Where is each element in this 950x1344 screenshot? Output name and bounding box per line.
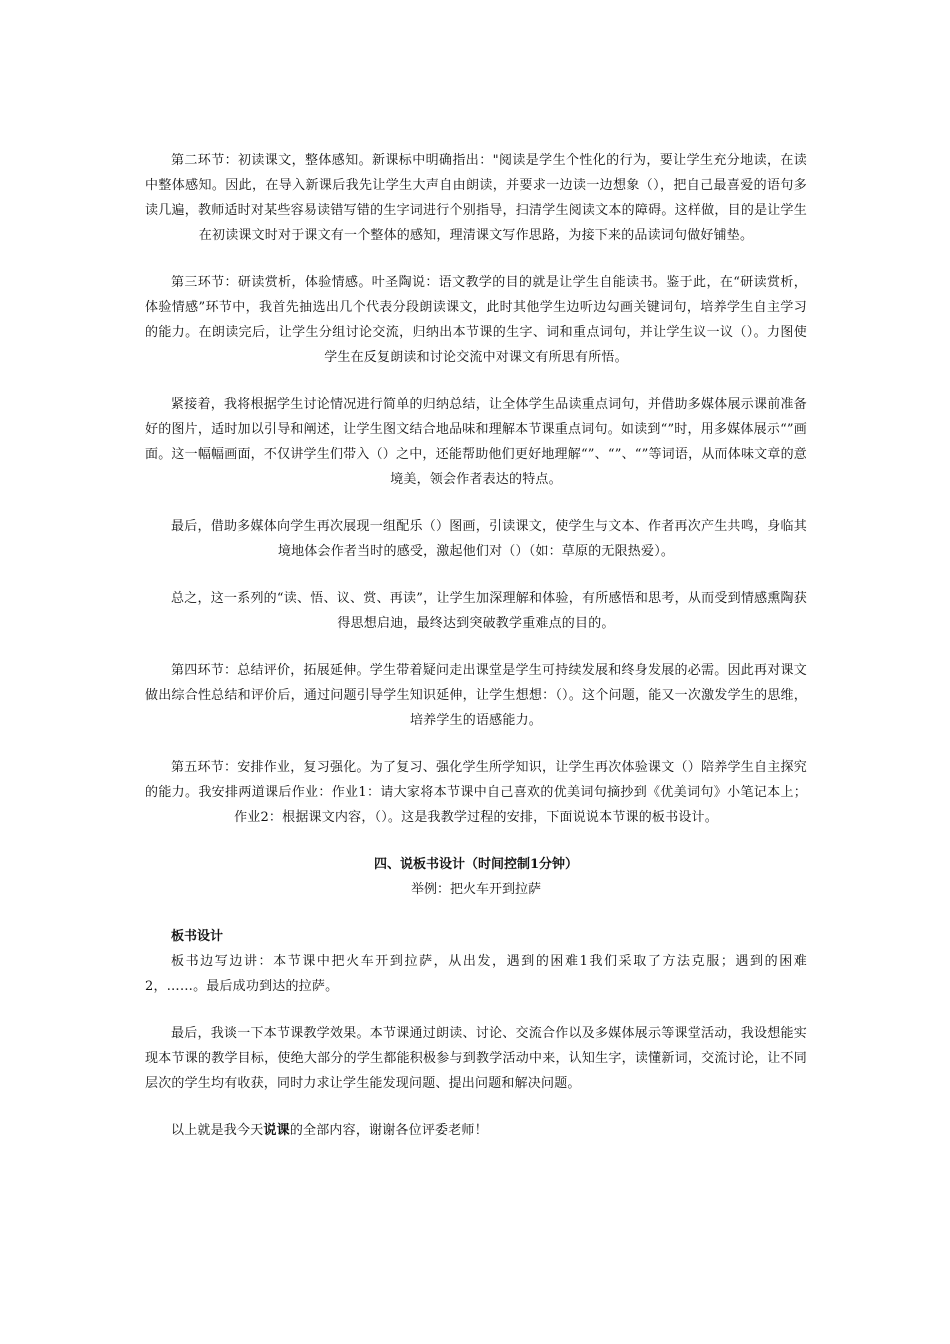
paragraph-step4: 第四环节：总结评价，拓展延伸。学生带着疑问走出课堂是学生可持续发展和终身发展的必需。因此再对课文做出综合性总结和评价后，通过问题引导学生知识延伸，让学生想想：（）。这个问题，能又一次激发学生的思维，培养学生的语感能力。 bbox=[145, 663, 807, 728]
example-line: 举例：把火车开到拉萨 bbox=[410, 882, 541, 897]
closing-text-bold: 说课 bbox=[263, 1123, 290, 1138]
paragraph-step3: 第三环节：研读赏析，体验情感。叶圣陶说：语文教学的目的就是让学生自能读书。鉴于此，在“研读赏析，体验情感”环节中，我首先抽选出几个代表分段朗读课文，此时其他学生边听边勾画关键词句，培养学生自主学习的能力。在朗读完后，让学生分组讨论交流，归纳出本节课的生字、词和重点词句，并让学生议一议（）。力图使学生在反复朗读和讨论交流中对课文有所思有所悟。 bbox=[145, 275, 807, 365]
board-design-label: 板书设计 bbox=[171, 929, 224, 944]
paragraph-board-text: 板书边写边讲：本节课中把火车开到拉萨，从出发，遇到的困难1我们采取了方法克服；遇到的困难2，……。最后成功到达的拉萨。 bbox=[145, 954, 807, 994]
document-page bbox=[145, 148, 807, 1143]
paragraph-step5: 第五环节：安排作业，复习强化。为了复习、强化学生所学知识，让学生再次体验课文（）陪养学生自主探究的能力。我安排两道课后作业：作业1：请大家将本节课中自己喜欢的优美词句摘抄到《优美词句》小笔记本上；作业2：根据课文内容，（）。这是我教学过程的安排，下面说说本节课的板书设计。 bbox=[145, 760, 807, 825]
section-heading-board-design: 四、说板书设计（时间控制1分钟） bbox=[373, 857, 579, 872]
paragraph-next: 紧接着，我将根据学生讨论情况进行简单的归纳总结，让全体学生品读重点词句，并借助多媒体展示课前准备好的图片，适时加以引导和阐述，让学生图文结合地品味和理解本节课重点词句。如读到“”时，用多媒体展示“”画面。这一幅幅画面，不仅讲学生们带入（）之中，还能帮助他们更好地理解“”、“”、“”等词语，从而体味文章的意境美，领会作者表达的特点。 bbox=[145, 397, 807, 487]
paragraph-summary: 总之，这一系列的“读、悟、议、赏、再读”，让学生加深理解和体验，有所感悟和思考，从而受到情感熏陶获得思想启迪，最终达到突破教学重难点的目的。 bbox=[171, 591, 807, 631]
closing-text-before: 以上就是我今天 bbox=[171, 1123, 264, 1138]
closing-text-after: 的全部内容，谢谢各位评委老师！ bbox=[289, 1123, 488, 1138]
paragraph-step2: 第二环节：初读课文，整体感知。新课标中明确指出："阅读是学生个性化的行为，要让学生充分地读，在读中整体感知。因此，在导入新课后我先让学生大声自由朗读，并要求一边读一边想象（），把自己最喜爱的语句多读几遍，教师适时对某些容易读错写错的生字词进行个别指导，扫清学生阅读文本的障碍。这样做，目的是让学生在初读课文时对于课文有一个整体的感知，理清课文写作思路，为接下来的品读词句做好铺垫。 bbox=[145, 153, 807, 243]
paragraph-finally-media: 最后，借助多媒体向学生再次展现一组配乐（）图画，引读课文，使学生与文本、作者再次产生共鸣，身临其境地体会作者当时的感受，激起他们对（）（如：草原的无限热爱）。 bbox=[171, 519, 807, 559]
paragraph-closing bbox=[145, 1118, 807, 1143]
paragraph-teaching-effect: 最后，我谈一下本节课教学效果。本节课通过朗读、讨论、交流合作以及多媒体展示等课堂活动，我设想能实现本节课的教学目标，使绝大部分的学生都能积极参与到教学活动中来，认知生字，读懂新词，交流讨论，让不同层次的学生均有收获，同时力求让学生能发现问题、提出问题和解决问题。 bbox=[145, 1026, 807, 1091]
